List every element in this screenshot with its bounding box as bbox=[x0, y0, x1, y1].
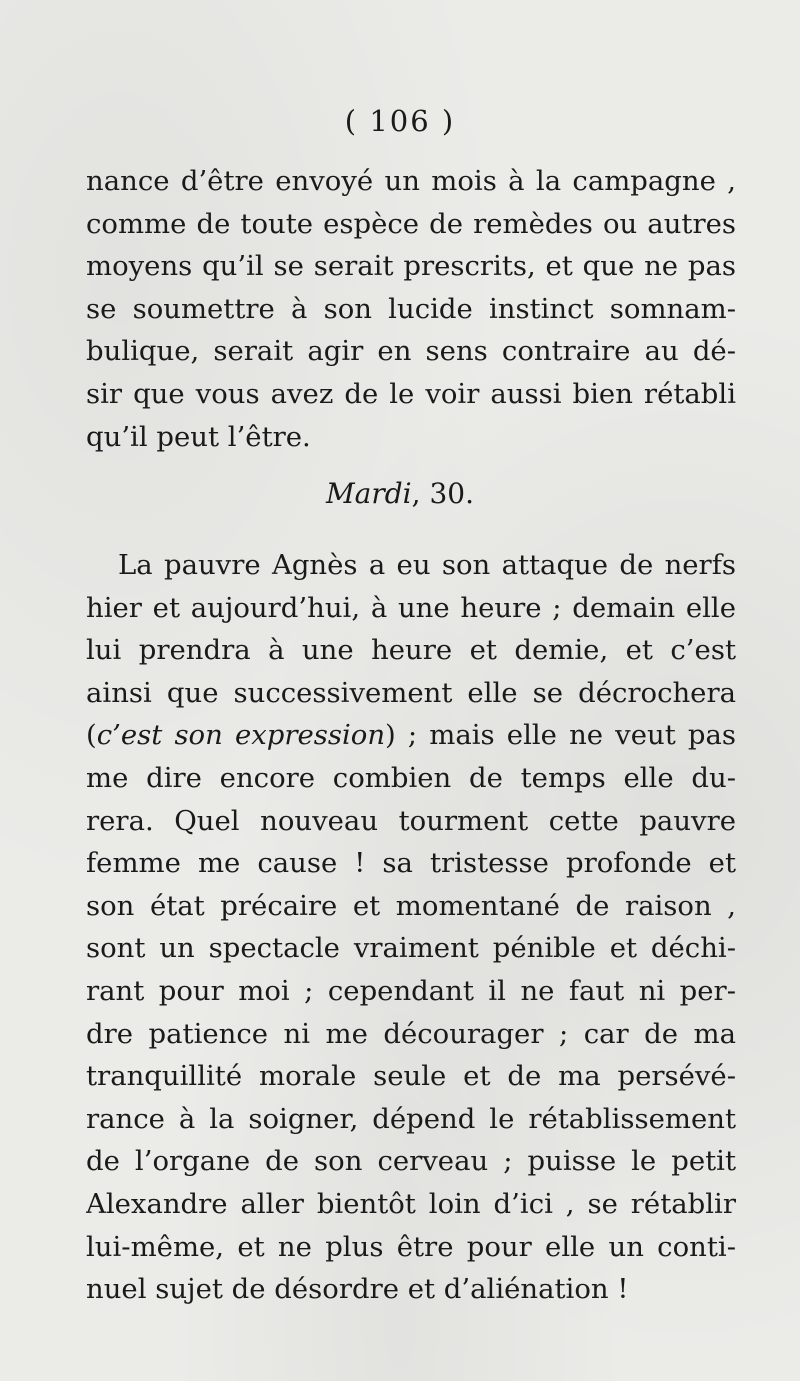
text-line: se soumettre à son lucide instinct somnam- bbox=[86, 292, 736, 325]
text-line: son état précaire et momentané de raison , bbox=[86, 889, 736, 922]
line-remainder: ) ; mais elle ne veut pas bbox=[385, 719, 736, 752]
text-line-with-italic bbox=[86, 714, 736, 757]
text-line: lui-même, et ne plus être pour elle un conti- bbox=[86, 1230, 736, 1263]
text-line: ainsi que successivement elle se décrochera bbox=[86, 676, 736, 709]
entry-day: Mardi bbox=[326, 477, 412, 510]
text-line: moyens qu’il se serait prescrits, et que ne pas bbox=[86, 250, 736, 283]
text-line: nance d’être envoyé un mois à la campagne , bbox=[86, 165, 736, 197]
text-line: sont un spectacle vraiment pénible et déchi- bbox=[86, 932, 736, 965]
page-number: ( 106 ) bbox=[344, 104, 456, 138]
text-line: qu’il peut l’être. bbox=[86, 420, 311, 453]
text-line: lui prendra à une heure et demie, et c’est bbox=[86, 634, 736, 667]
text-line: sir que vous avez de le voir aussi bien rétabli bbox=[86, 377, 736, 410]
text-line: femme me cause ! sa tristesse profonde et bbox=[86, 847, 736, 880]
text-line: rance à la soigner, dépend le rétablissement bbox=[86, 1102, 736, 1135]
text-line: de l’organe de son cerveau ; puisse le petit bbox=[86, 1145, 736, 1178]
text-line: hier et aujourd’hui, à une heure ; demain elle bbox=[86, 591, 736, 624]
text-line: nuel sujet de désordre et d’aliénation ! bbox=[86, 1273, 629, 1306]
text-line: me dire encore combien de temps elle du- bbox=[86, 761, 736, 794]
text-line: La pauvre Agnès a eu son attaque de nerfs bbox=[118, 549, 736, 581]
entry-date: , 30. bbox=[411, 477, 474, 510]
italic-phrase: c’est son expression bbox=[96, 719, 386, 752]
paragraph-continued bbox=[86, 160, 736, 458]
entry-heading bbox=[0, 472, 800, 516]
text-line: dre patience ni me décourager ; car de ma bbox=[86, 1017, 736, 1050]
text-line: rera. Quel nouveau tourment cette pauvre bbox=[86, 804, 736, 837]
text-line: bulique, serait agir en sens contraire au dé- bbox=[86, 335, 736, 368]
text-line: rant pour moi ; cependant il ne faut ni per- bbox=[86, 974, 736, 1007]
text-line: Alexandre aller bientôt loin d’ici , se rétablir bbox=[86, 1187, 736, 1220]
text-line: comme de toute espèce de remèdes ou autres bbox=[86, 207, 736, 240]
text-line: tranquillité morale seule et de ma persévé- bbox=[86, 1060, 736, 1093]
paren-open: ( bbox=[86, 719, 97, 752]
paragraph-entry bbox=[86, 544, 736, 1311]
